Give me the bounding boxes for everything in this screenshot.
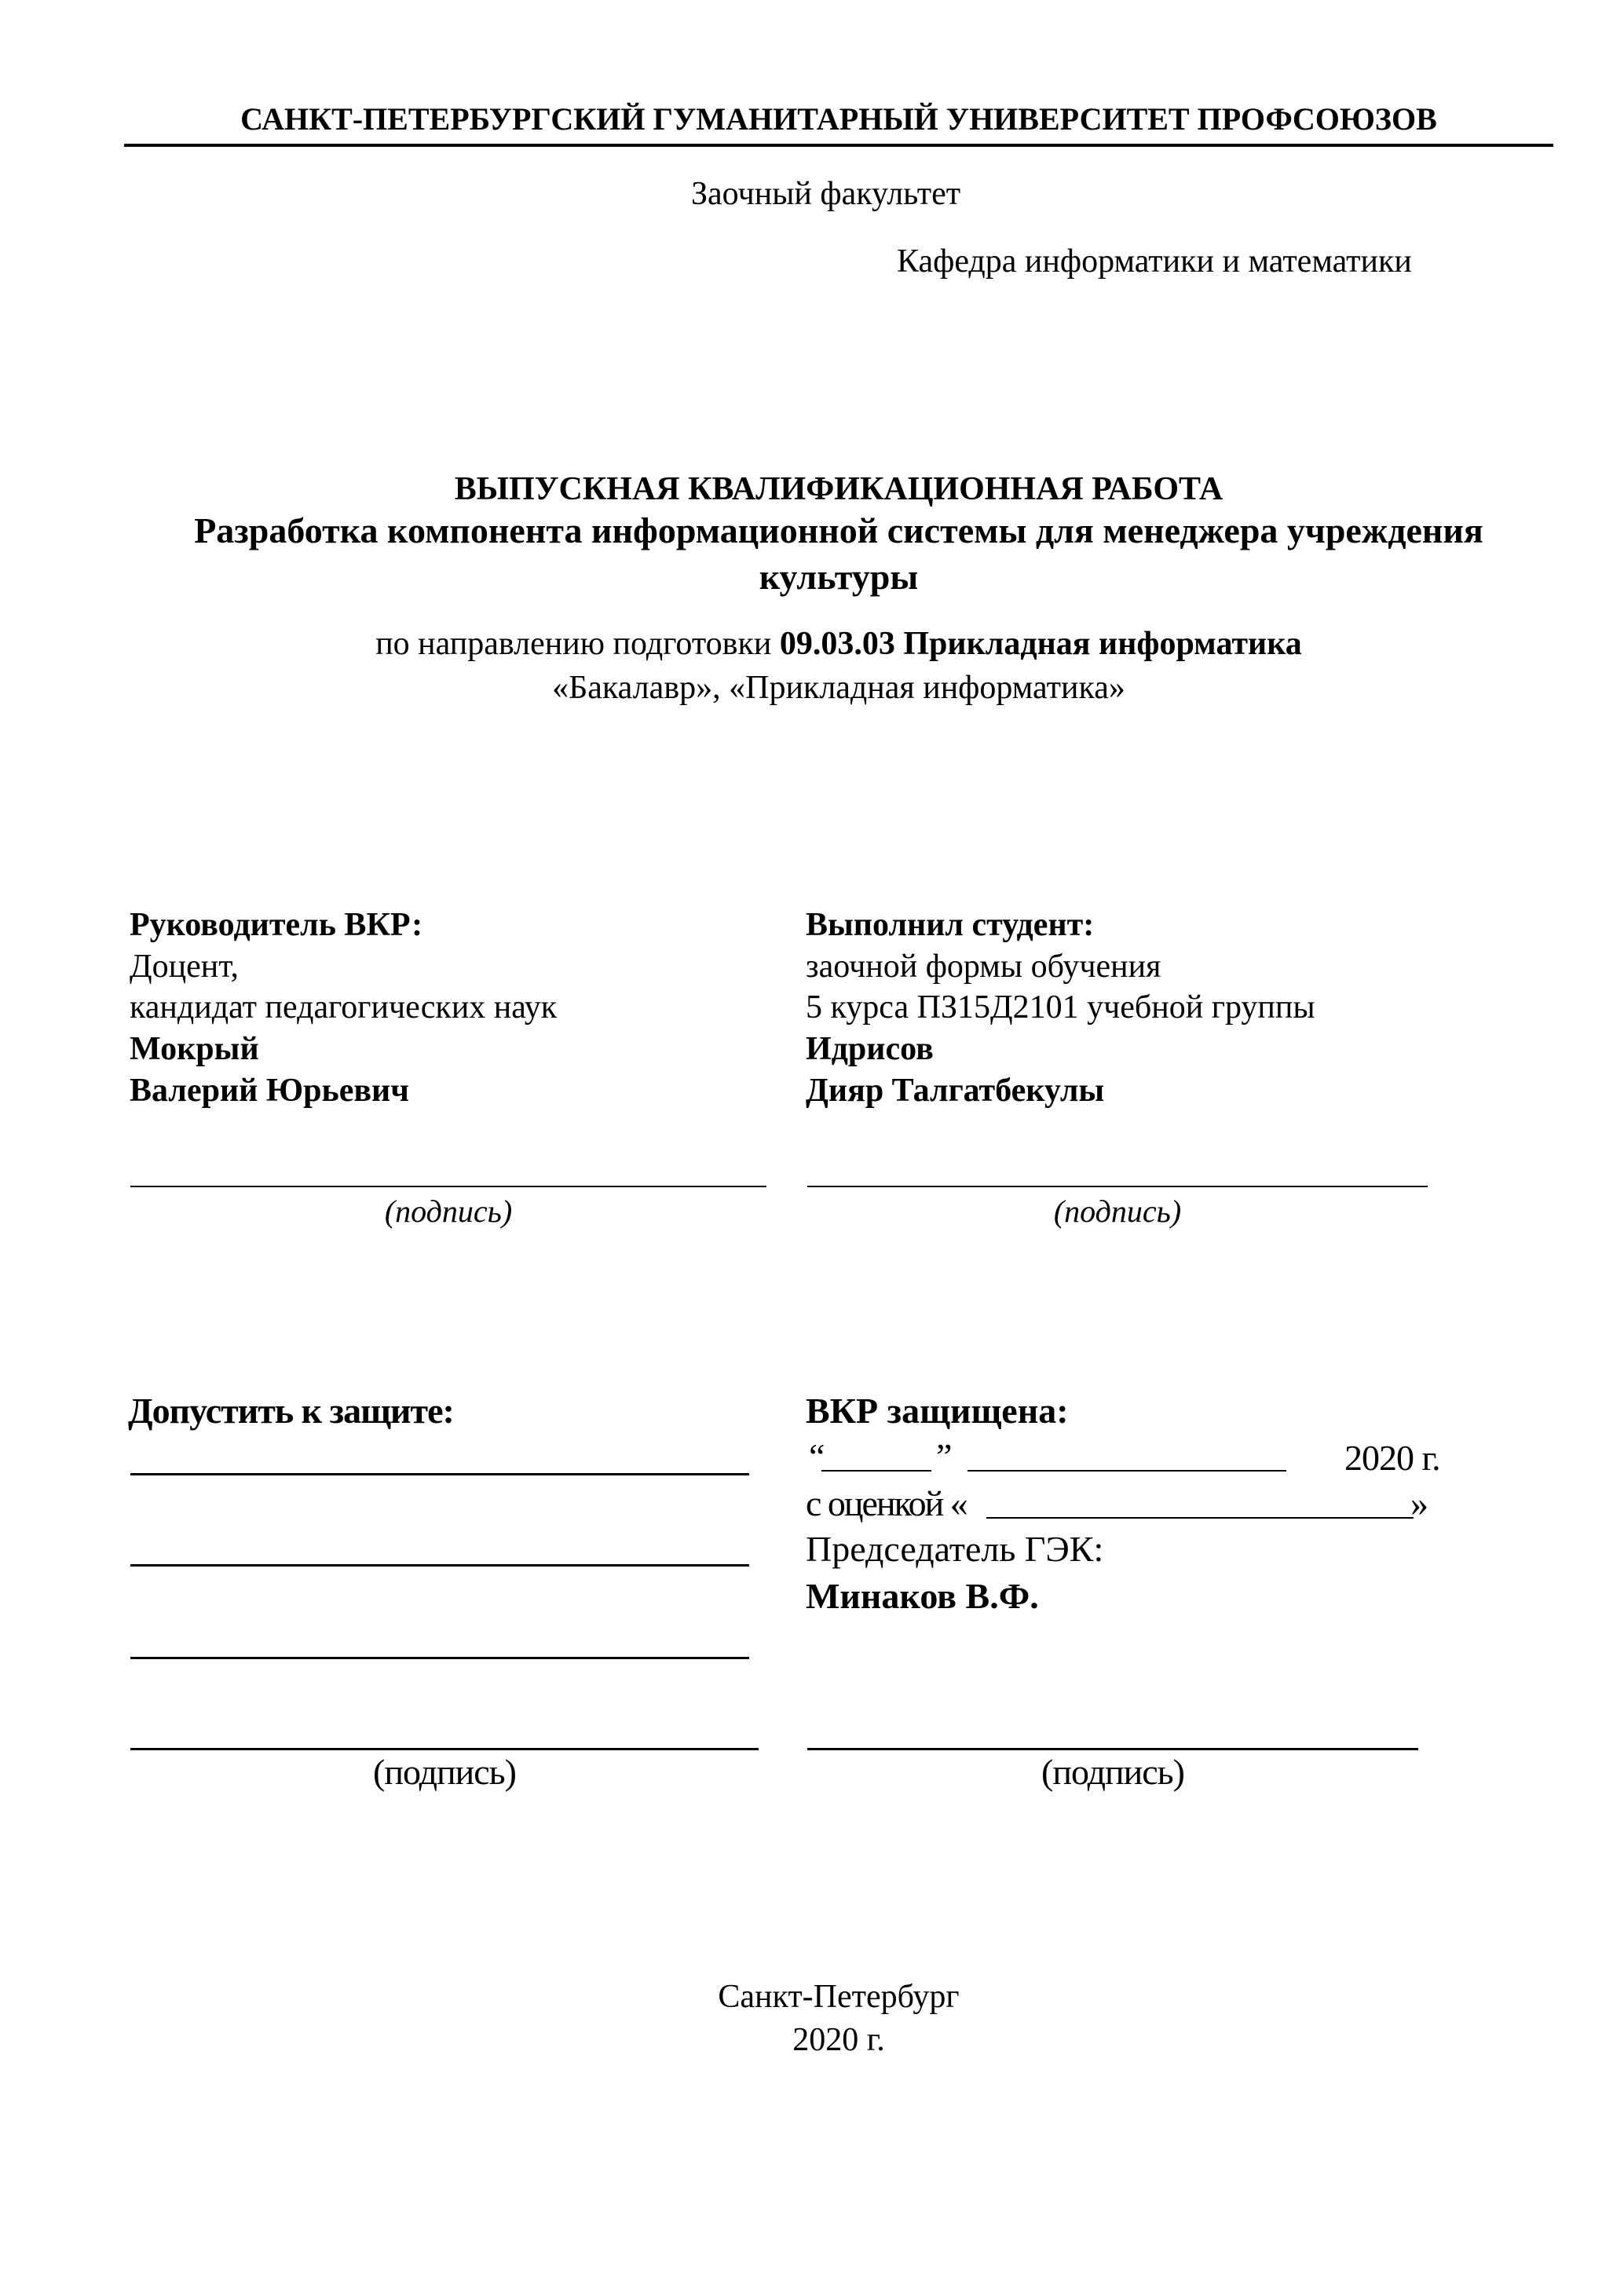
defense-date-month-line — [967, 1470, 1286, 1472]
defense-date-day-line — [821, 1470, 931, 1472]
defense-grade-line — [986, 1517, 1414, 1519]
supervisor-position: Доцент, — [130, 949, 239, 985]
header-rule — [124, 144, 1553, 147]
admission-signature-caption: (подпись) — [373, 1752, 516, 1792]
defense-heading: ВКР защищена: — [806, 1391, 1069, 1431]
supervisor-name: Валерий Юрьевич — [130, 1073, 409, 1109]
faculty-name: Заочный факультет — [691, 176, 961, 212]
student-signature-line — [807, 1186, 1428, 1187]
direction-line — [0, 626, 1624, 662]
admission-line-3 — [130, 1657, 749, 1659]
supervisor-heading: Руководитель ВКР: — [130, 907, 423, 943]
footer-city: Санкт-Петербург — [718, 1979, 960, 2015]
supervisor-degree: кандидат педагогических наук — [130, 989, 558, 1026]
degree-line: «Бакалавр», «Прикладная информатика» — [552, 670, 1125, 706]
supervisor-surname: Мокрый — [130, 1031, 259, 1067]
admission-line-1 — [130, 1473, 749, 1475]
admission-heading: Допустить к защите: — [128, 1391, 454, 1431]
direction-code: 09.03.03 Прикладная информатика — [779, 626, 1302, 662]
admission-line-2 — [130, 1564, 749, 1567]
supervisor-signature-line — [130, 1186, 766, 1187]
university-name: САНКТ-ПЕТЕРБУРГСКИЙ ГУМАНИТАРНЫЙ УНИВЕРСИТЕТ ПРОФСОЮЗОВ — [240, 101, 1437, 137]
direction-prefix: по направлению подготовки — [375, 626, 780, 662]
defense-signature-line — [807, 1748, 1418, 1750]
student-name: Дияр Талгатбекулы — [806, 1073, 1105, 1109]
student-heading: Выполнил студент: — [806, 907, 1095, 943]
work-type-heading: ВЫПУСКНАЯ КВАЛИФИКАЦИОННАЯ РАБОТА — [454, 471, 1223, 507]
defense-date-close-quote: ” — [936, 1436, 953, 1476]
defense-chair-name: Минаков В.Ф. — [806, 1576, 1039, 1616]
defense-grade-prefix: с оценкой « — [806, 1483, 967, 1523]
student-group: 5 курса ПЗ15Д2101 учебной группы — [806, 989, 1315, 1026]
defense-date-open-quote: “ — [809, 1436, 825, 1476]
defense-year: 2020 г. — [1344, 1438, 1440, 1478]
defense-chair-label: Председатель ГЭК: — [806, 1529, 1104, 1569]
footer-year: 2020 г. — [792, 2022, 885, 2058]
topic-line-2: культуры — [759, 557, 919, 597]
admission-signature-line — [130, 1748, 759, 1750]
topic-line-1: Разработка компонента информационной системы для менеджера учреждения — [194, 510, 1483, 550]
defense-signature-caption: (подпись) — [1041, 1752, 1184, 1792]
student-surname: Идрисов — [806, 1031, 934, 1067]
department-name: Кафедра информатики и математики — [897, 243, 1412, 280]
defense-grade-suffix: » — [1410, 1483, 1428, 1523]
student-signature-caption: (подпись) — [1053, 1194, 1182, 1229]
supervisor-signature-caption: (подпись) — [384, 1194, 513, 1229]
student-study-form: заочной формы обучения — [806, 949, 1161, 985]
